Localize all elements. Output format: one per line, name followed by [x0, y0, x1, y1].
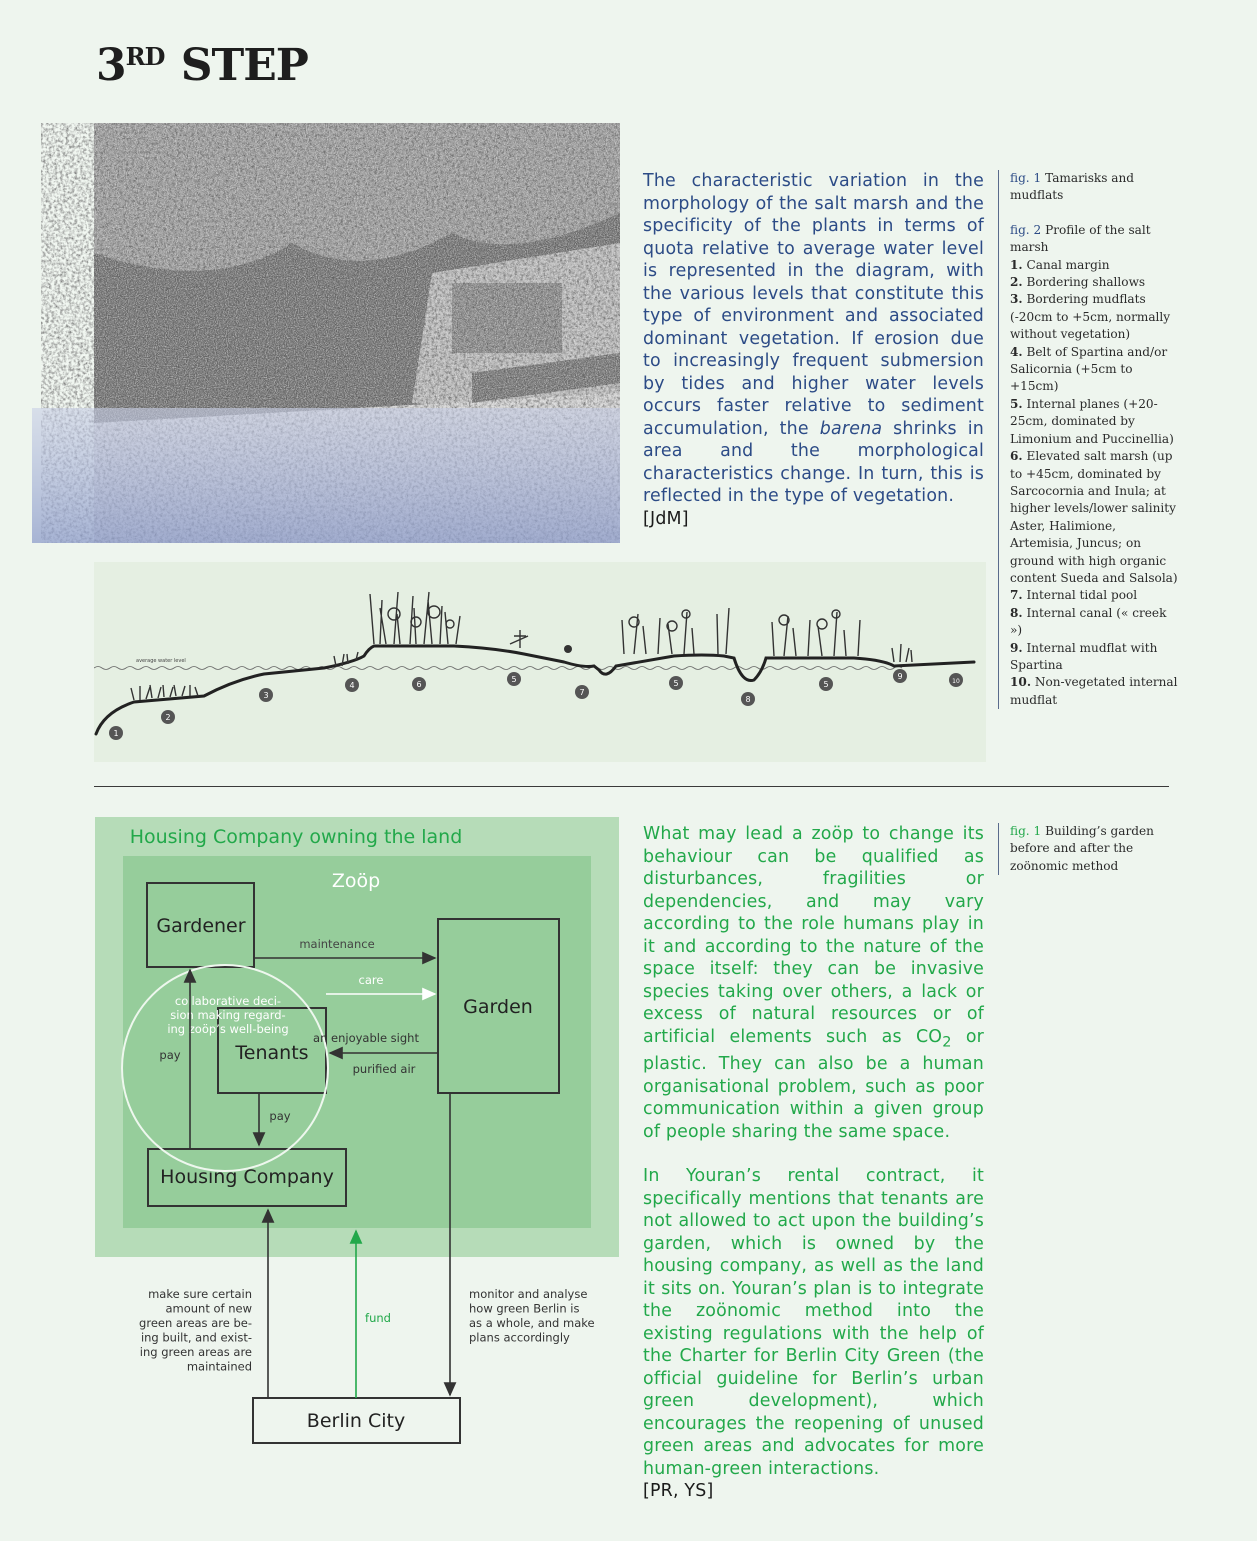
profile-marker-number: 1 — [113, 729, 119, 738]
pay-bottom-label: pay — [269, 1109, 291, 1123]
legend-item: 9. Internal mudflat with Spartina — [1010, 640, 1158, 672]
salt-marsh-profile — [94, 562, 986, 762]
tamarisk-photo — [32, 123, 620, 543]
berlin-city-duty-note — [469, 1287, 595, 1345]
rental-contract-paragraph: In Youran’s rental contract, it specifically mentions that tenants are not allowed to act upon the building’s garden, which is owned by the housing company, as well as the land it sits on. Youran’s plan is to integrate the zoönomic method into the existing regulations with the help of the Charter for Berlin City Green (the official guideline for Berlin’s urban green development), which encourages the reopening of unused green areas and advocates for more human-green interactions. — [643, 1166, 984, 1479]
profile-marker-number: 9 — [897, 672, 903, 681]
housing-company-duty-note — [139, 1287, 252, 1374]
note-line: plans accordingly — [469, 1330, 570, 1345]
gardener-label: Gardener — [156, 915, 246, 937]
collab-label-2: sion making regard- — [170, 1008, 286, 1022]
page-title: 3RD STEP — [96, 40, 308, 91]
profile-marker-number: 5 — [823, 680, 829, 689]
profile-marker-number: 10 — [952, 678, 960, 685]
profile-marker-number: 8 — [745, 695, 751, 704]
collab-label-1: collaborative deci- — [174, 994, 282, 1008]
legend-item: 1. Canal margin — [1010, 257, 1110, 272]
profile-legend-list — [1010, 257, 1182, 710]
salt-marsh-paragraph: The characteristic variation in the morphology of the salt marsh and the specificity of the plants in terms of quota relative to average water level is represented in the diagram, with the various levels that constitute this type of environment and associated dominant vegetation. If erosion due to increasingly frequent submersion by tides and higher water levels occurs faster relative to sediment accumulation, the barena shrinks in area and the morphological characteristics change. In turn, this is reflected in the type of vegetation. [JdM] — [643, 171, 984, 529]
pay-left-label: pay — [159, 1048, 181, 1062]
enjoyable-sight-label: an enjoyable sight — [313, 1031, 419, 1045]
note-line: how green Berlin is — [469, 1301, 580, 1316]
zoop-behaviour-paragraph: What may lead a zoöp to change its behaviour can be qualified as disturbances, fragilities or dependencies, and may vary according to the role humans play in it and according to the nature of the space itself: they can be invasive species taking over others, a lack or excess of natural resources or of artificial elements such as $CO_2$ or plastic. They can also be a human organisational problem, such as poor communication within a given group of people sharing the same space. — [643, 824, 985, 1142]
note-line: as a whole, and make — [469, 1316, 595, 1330]
note-line: ing built, and exist- — [140, 1330, 252, 1345]
note-line: make sure certain — [148, 1287, 252, 1301]
note-line: monitor and analyse — [469, 1287, 588, 1301]
collab-label-3: ing zoöp’s well-being — [167, 1022, 289, 1036]
legend-item: 5. Internal planes (+20-25cm, dominated by Limonium and Puccinellia) — [1010, 396, 1174, 446]
legend-item: 6. Elevated salt marsh (up to +45cm, dominated by Sarcocornia and Inula; at higher levels/lower salinity Aster, Halimione, Artemisia, Juncus; on ground with high organic content Sueda and Salsola) — [1010, 449, 1178, 585]
note-line: maintained — [186, 1359, 252, 1374]
tidal-pool-dot — [564, 645, 572, 653]
outer-box-title: Housing Company owning the land — [129, 826, 463, 848]
profile-marker-number: 5 — [511, 675, 517, 684]
figure-captions-2: fig. 1 Building’s garden before and after the zoönomic method — [998, 823, 1182, 875]
legend-item: 10. Non-vegetated internal mudflat — [1010, 675, 1178, 707]
zoop-stakeholder-diagram — [94, 815, 622, 1455]
berlin-city-label: Berlin City — [306, 1410, 406, 1432]
note-line: green areas are be- — [139, 1316, 252, 1330]
purified-air-label: purified air — [352, 1062, 416, 1076]
legend-item: 3. Bordering mudflats (-20cm to +5cm, normally without vegetation) — [1010, 292, 1171, 342]
tenants-label: Tenants — [235, 1042, 309, 1064]
legend-item: 7. Internal tidal pool — [1010, 588, 1138, 603]
zoop-title: Zoöp — [331, 870, 381, 892]
maintenance-label: maintenance — [299, 937, 375, 951]
care-label: care — [358, 973, 384, 987]
profile-marker-number: 3 — [263, 691, 269, 700]
water-level-label: average water level — [136, 658, 186, 664]
profile-marker-number: 2 — [165, 713, 171, 722]
note-line: ing green areas are — [139, 1345, 252, 1359]
zoop-behaviour-text — [643, 823, 984, 1503]
signature-pr-ys: [PR, YS] — [643, 1481, 714, 1502]
profile-marker-number: 7 — [579, 688, 585, 697]
note-line: amount of new — [165, 1301, 252, 1316]
profile-marker-number: 4 — [349, 681, 355, 690]
section-divider — [94, 786, 1169, 787]
profile-marker-number: 5 — [673, 679, 679, 688]
fund-label: fund — [365, 1311, 391, 1325]
profile-marker-number: 6 — [416, 680, 422, 689]
garden-label: Garden — [463, 996, 533, 1018]
housing-company-label: Housing Company — [160, 1166, 334, 1188]
signature-jdm: [JdM] — [643, 508, 689, 529]
legend-item: 4. Belt of Spartina and/or Salicornia (+5cm to +15cm) — [1010, 344, 1168, 394]
figure-captions-1: fig. 1 Tamarisks and mudflats fig. 2 Profile of the salt marsh 1. Canal margin 2. Bordering shallows 3. Bordering mudflats (-20cm to +5cm, normally without vegetation) 4. Belt of Spartina and/or Salicornia (+5cm to +15cm) 5. Internal planes (+20-25cm, dominated by Limonium and Puccinellia) 6. Elevated salt marsh (up to +45cm, dominated by Sarcocornia and Inula; at higher levels/lower salinity Aster, Halimione, Artemisia, Juncus; on ground with high organic content Sueda and Salsola) 7. Internal tidal pool 8. Internal canal (« creek ») 9. Internal mudflat with Spartina 10. Non-vegetated internal mudflat — [998, 170, 1182, 709]
legend-item: 8. Internal canal (« creek ») — [1010, 605, 1167, 638]
legend-item: 2. Bordering shallows — [1010, 275, 1146, 290]
